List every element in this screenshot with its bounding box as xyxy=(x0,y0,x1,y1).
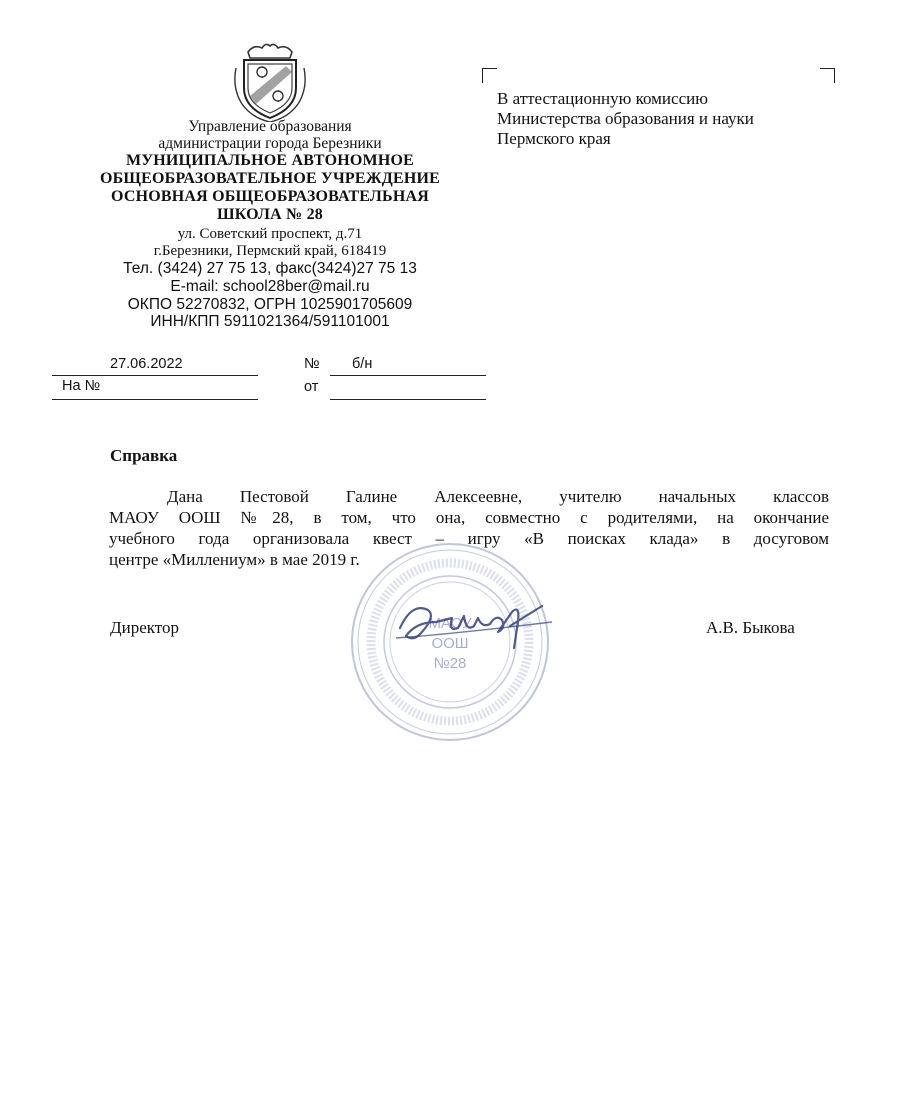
email: E-mail: school28ber@mail.ru xyxy=(170,277,370,295)
reg-date-line xyxy=(52,375,258,376)
svg-text:ООШ: ООШ xyxy=(431,635,469,652)
reg-num-line xyxy=(330,375,486,376)
org-header xyxy=(40,118,500,331)
reg-on-label: На № xyxy=(62,378,101,394)
recipient-line-1: В аттестационную комиссию xyxy=(497,89,708,108)
reg-on-line xyxy=(52,399,258,400)
inn-kpp: ИНН/КПП 5911021364/591101001 xyxy=(150,313,390,331)
svg-text:МАОУ: МАОУ xyxy=(428,615,472,632)
reg-num-value: б/н xyxy=(352,356,373,372)
reg-date: 27.06.2022 xyxy=(110,356,183,372)
recipient-block xyxy=(497,89,837,149)
body-line-3: учебного года организовала квест – игру «В поисках клада» в досуговом xyxy=(109,529,829,548)
org-admin: администрации города Березники xyxy=(158,135,382,152)
body-line-1: Дана Пестовой Галине Алексеевне, учителю начальных классов xyxy=(167,487,829,506)
recipient-corner-left xyxy=(482,68,497,83)
address-city: г.Березники, Пермский край, 618419 xyxy=(153,243,387,259)
recipient-line-3: Пермского края xyxy=(497,129,611,148)
reg-num-label: № xyxy=(304,356,320,372)
coat-of-arms-emblem xyxy=(228,38,312,122)
reg-from-label: от xyxy=(304,379,319,395)
document-title: Справка xyxy=(110,446,178,465)
school-name-line-3: ОСНОВНАЯ ОБЩЕОБРАЗОВАТЕЛЬНАЯ xyxy=(111,188,429,205)
school-name-line-1: МУНИЦИПАЛЬНОЕ АВТОНОМНОЕ xyxy=(126,152,414,169)
body-line-4: центре «Миллениум» в мае 2019 г. xyxy=(109,550,360,569)
recipient-corner-right xyxy=(820,68,835,83)
recipient-line-2: Министерства образования и науки xyxy=(497,109,754,128)
okpo-ogrn: ОКПО 52270832, ОГРН 1025901705609 xyxy=(127,295,413,313)
signature-role: Директор xyxy=(110,618,179,637)
phone-fax: Тел. (3424) 27 75 13, факс(3424)27 75 13 xyxy=(123,260,417,277)
body-line-2: МАОУ ООШ №28, в том, что она, совместно с родителями, на окончание xyxy=(109,508,829,527)
director-signature xyxy=(392,592,558,656)
org-dept: Управление образования xyxy=(188,118,352,135)
signature-name: А.В. Быкова xyxy=(706,618,795,637)
reg-from-line xyxy=(330,399,486,400)
school-name-line-4: ШКОЛА № 28 xyxy=(217,206,323,223)
address-street: ул. Советский проспект, д.71 xyxy=(177,226,363,242)
school-name-line-2: ОБЩЕОБРАЗОВАТЕЛЬНОЕ УЧРЕЖДЕНИЕ xyxy=(99,170,441,187)
svg-text:№28: №28 xyxy=(433,655,467,672)
